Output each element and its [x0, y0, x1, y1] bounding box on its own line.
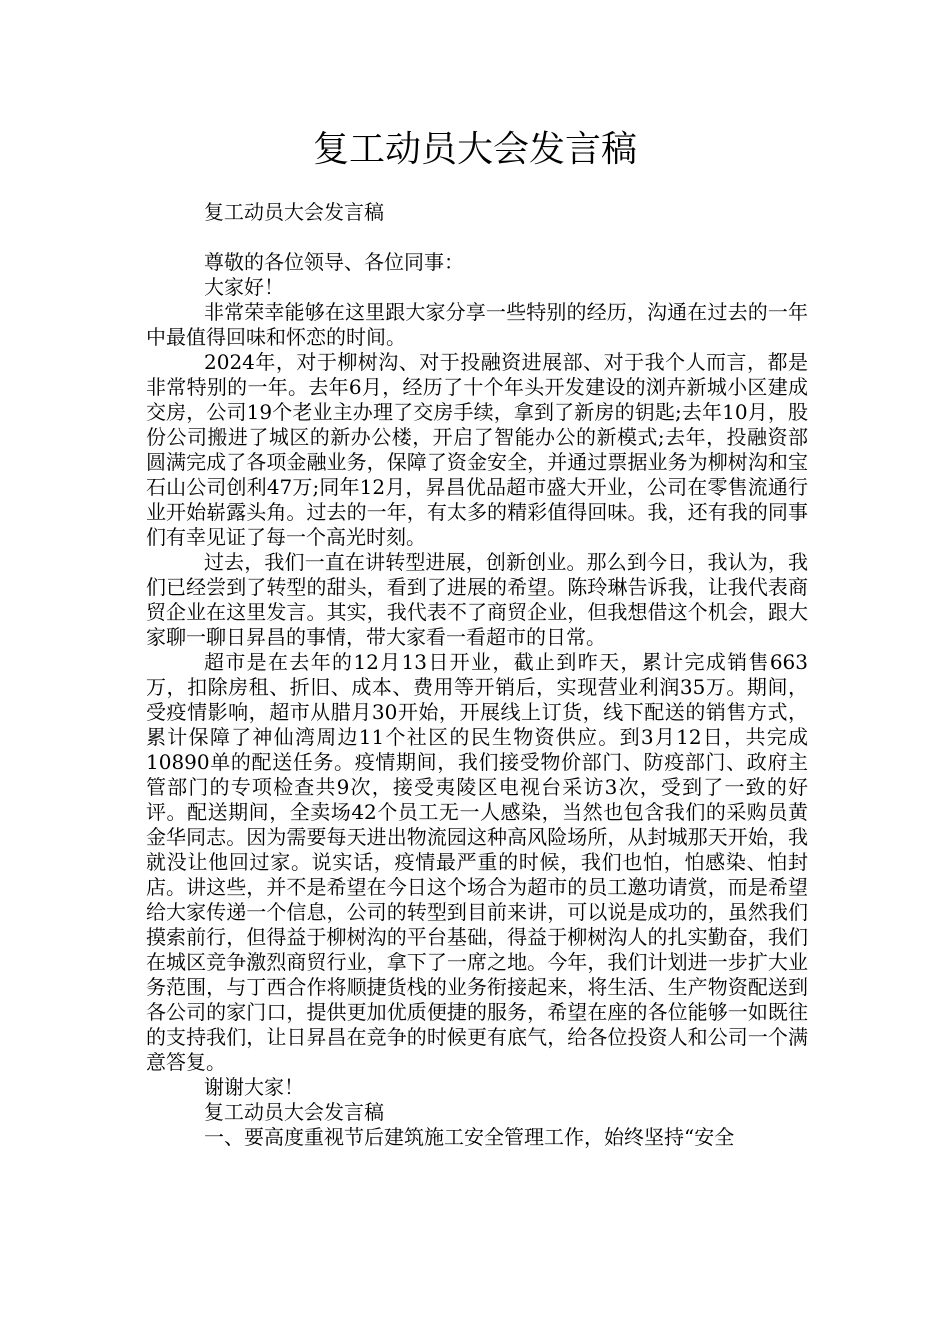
paragraph-supermarket: 超市是在去年的12月13日开业，截止到昨天，累计完成销售663万，扣除房租、折旧、成本、费用等开销后，实现营业利润35万。期间，受疫情影响，超市从腊月30开始，开展线上订货，线下配送的销售方式，累计保障了神仙湾周边11个社区的民生物资供应。到3月12日，共完成10890单的配送任务。疫情期间，我们接受物价部门、防疫部门、政府主管部门的专项检查共9次，接受夷陵区电视台采访3次，受到了一致的好评。配送期间，全卖场42个员工无一人感染，当然也包含我们的采购员黄金华同志。因为需要每天进出物流园这种高风险场所，从封城那天开始，我就没让他回过家。说实话，疫情最严重的时候，我们也怕，怕感染、怕封店。讲这些，并不是希望在今日这个场合为超市的员工邀功请赏，而是希望给大家传递一个信息，公司的转型到目前来讲，可以说是成功的，虽然我们摸索前行，但得益于柳树沟的平台基础，得益于柳树沟人的扎实勤奋，我们在城区竞争激烈商贸行业，拿下了一席之地。今年，我们计划进一步扩大业务范围，与丁西合作将顺捷货栈的业务衔接起来，将生活、生产物资配送到各公司的家门口，提供更加优质便捷的服务，希望在座的各位能够一如既往的支持我们，让日昇昌在竞争的时候更有底气，给各位投资人和公司一个满意答复。 — [146, 650, 808, 1074]
paragraph-intro: 非常荣幸能够在这里跟大家分享一些特别的经历，沟通在过去的一年中最值得回味和怀恋的时间。 — [146, 300, 808, 349]
second-speech-title: 复工动员大会发言稿 — [204, 1100, 384, 1124]
closing-thanks: 谢谢大家！ — [204, 1075, 304, 1099]
salutation: 尊敬的各位领导、各位同事： — [204, 250, 464, 274]
paragraph-2024: 2024年，对于柳树沟、对于投融资进展部、对于我个人而言，都是非常特别的一年。去年6月，经历了十个年头开发建设的浏卉新城小区建成交房，公司19个老业主办理了交房手续，拿到了新房的钥匙;去年10月，股份公司搬进了城区的新办公楼，开启了智能办公的新模式;去年，投融资部圆满完成了各项金融业务，保障了资金安全，并通过票据业务为柳树沟和宝石山公司创利47万;同年12月，昇昌优品超市盛大开业，公司在零售流通行业开始崭露头角。过去的一年，有太多的精彩值得回味。我，还有我的同事们有幸见证了每一个高光时刻。 — [146, 350, 808, 549]
greeting: 大家好！ — [204, 275, 284, 299]
document-title: 复工动员大会发言稿 — [312, 129, 637, 170]
paragraph-transformation: 过去，我们一直在讲转型进展，创新创业。那么到今日，我认为，我们已经尝到了转型的甜头，看到了进展的希望。陈玲琳告诉我，让我代表商贸企业在这里发言。其实，我代表不了商贸企业，但我想借这个机会，跟大家聊一聊日昇昌的事情，带大家看一看超市的日常。 — [146, 550, 808, 649]
document-subtitle: 复工动员大会发言稿 — [204, 200, 384, 224]
second-speech-first-line: 一、要高度重视节后建筑施工安全管理工作，始终坚持“安全 — [204, 1125, 735, 1149]
document-body — [146, 200, 808, 1150]
